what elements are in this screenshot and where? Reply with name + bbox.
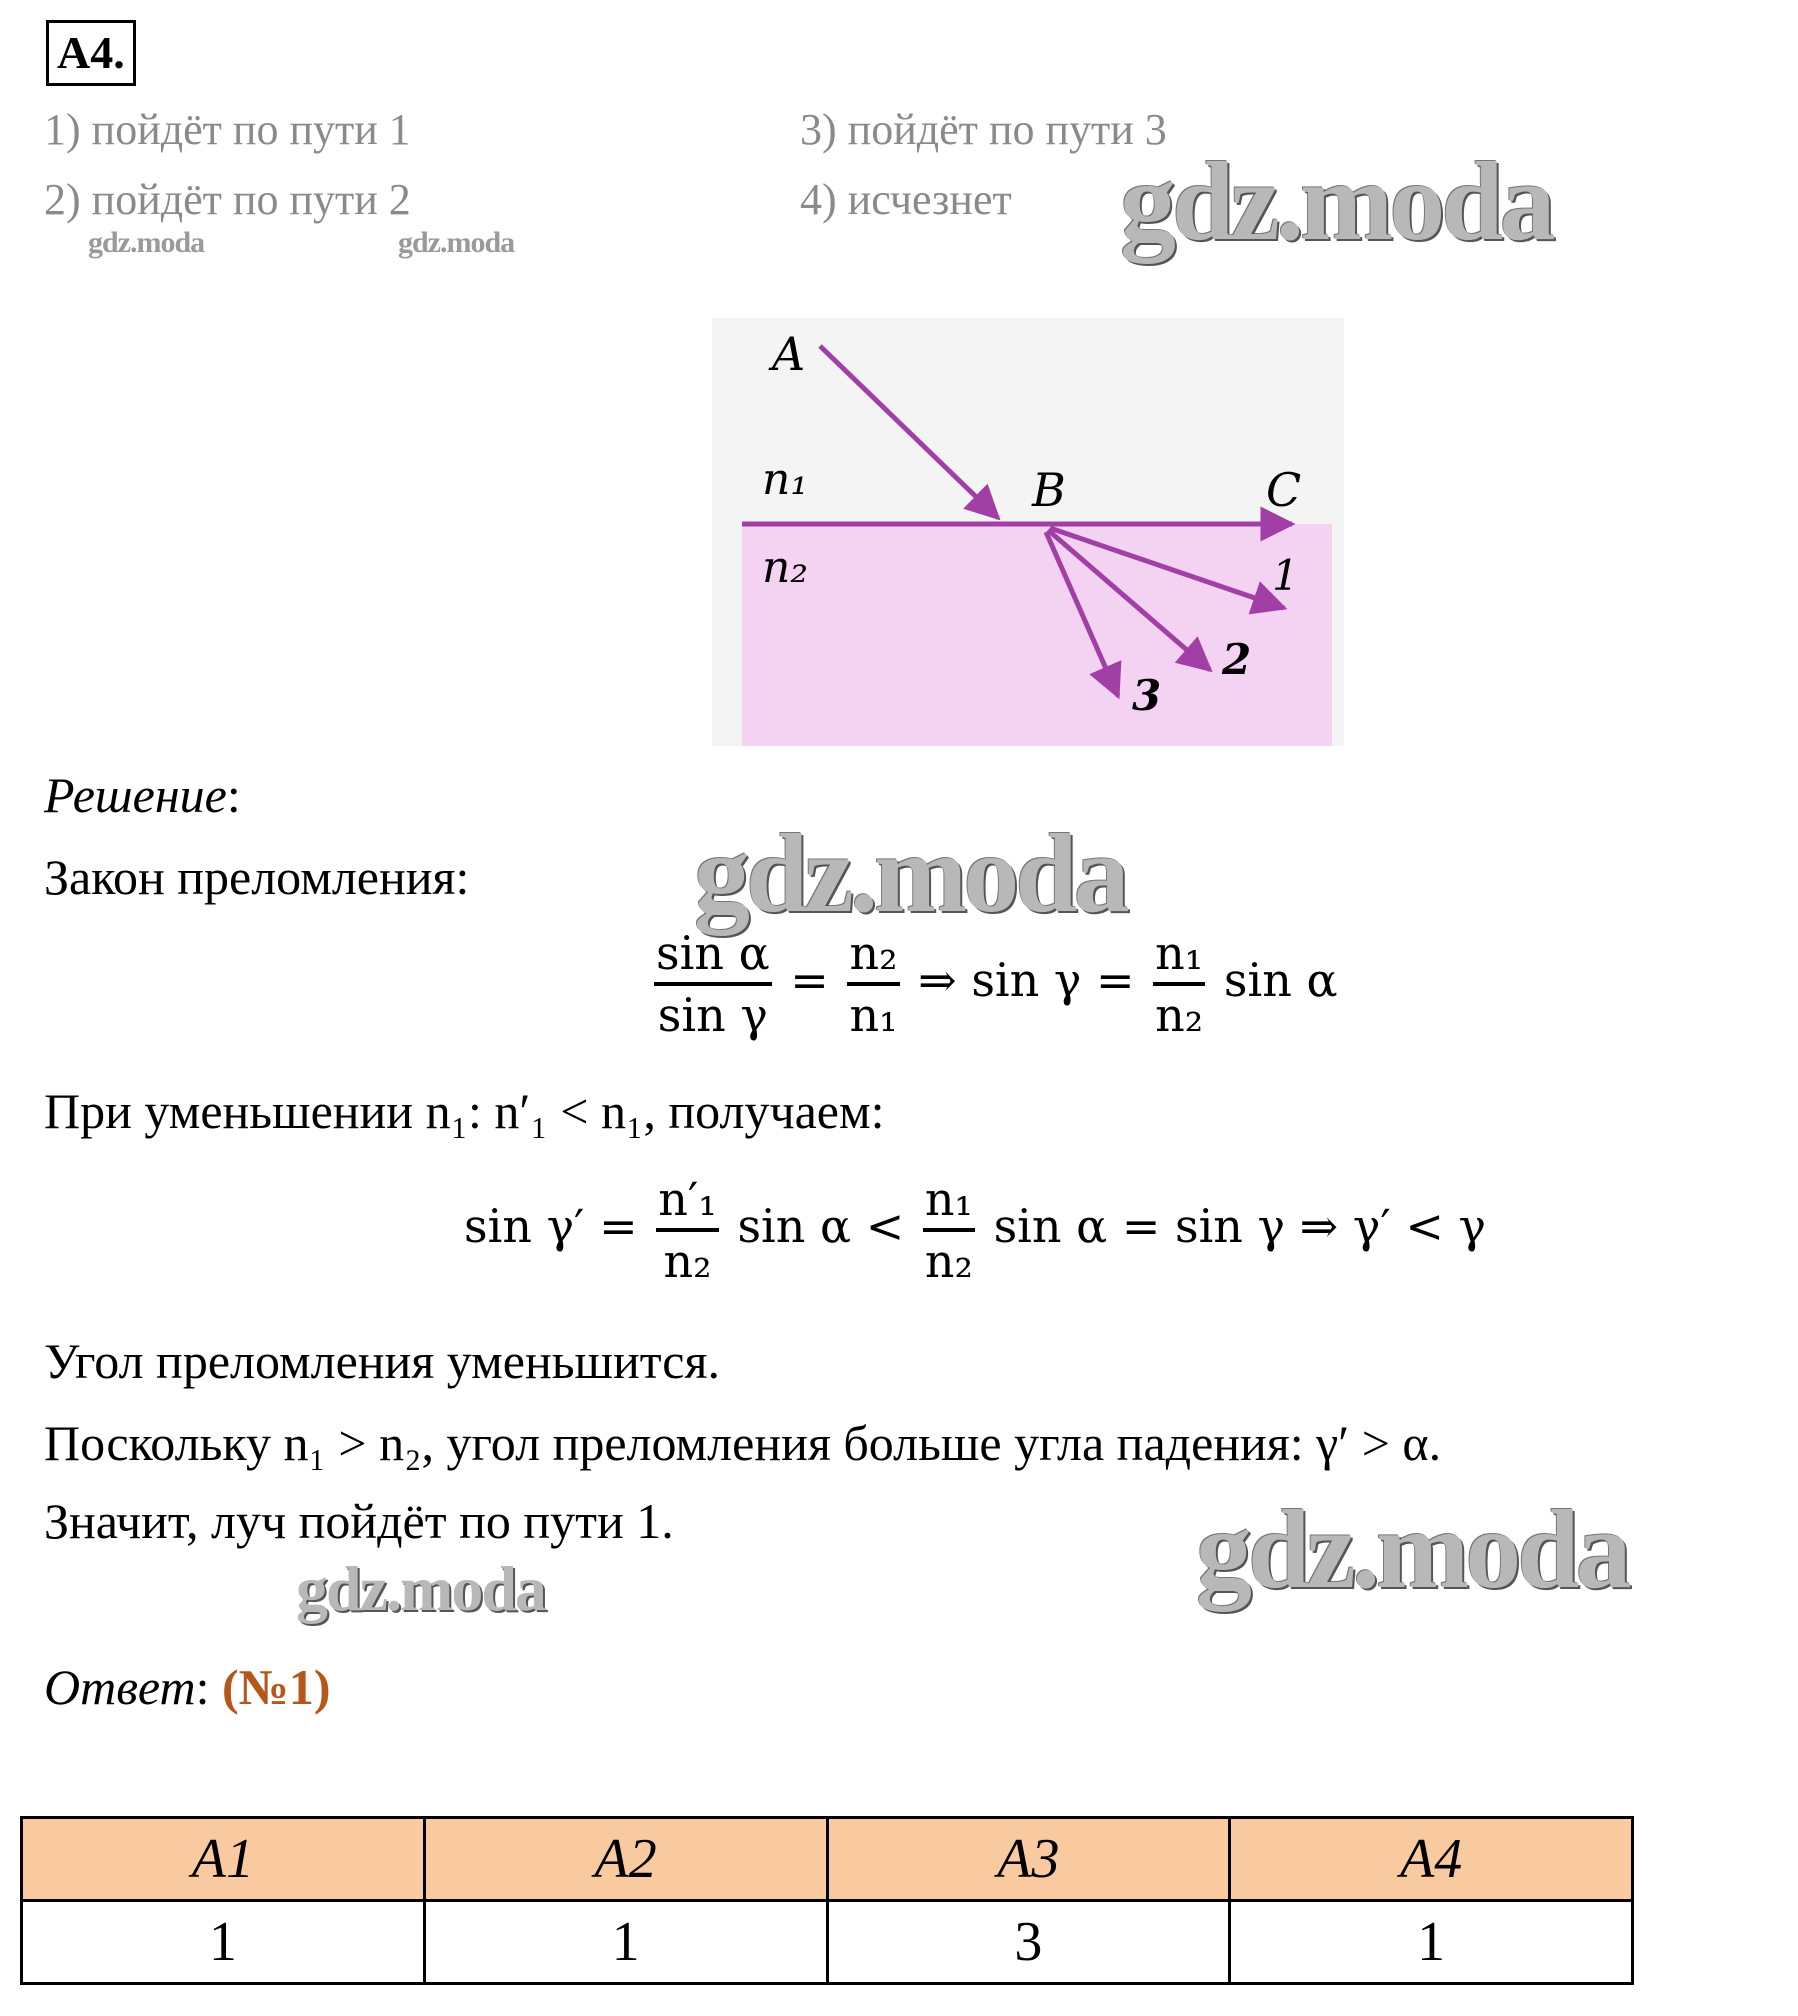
fraction-n-ratio bbox=[1153, 924, 1205, 1044]
decrease-statement: При уменьшении n₁: n′₁ < n₁, получаем: bbox=[44, 1083, 885, 1139]
table-cell: 1 bbox=[424, 1901, 827, 1984]
refraction-diagram bbox=[712, 318, 1344, 746]
sin-gamma-prime: sin γ′ = bbox=[464, 1199, 638, 1253]
equation-snell-law bbox=[650, 924, 1338, 1044]
label-n2: n₂ bbox=[762, 542, 808, 593]
conclusion-path: Значит, луч пойдёт по пути 1. bbox=[44, 1493, 674, 1549]
solution-heading: Решение: bbox=[44, 767, 241, 823]
sin-alpha: sin α bbox=[1223, 953, 1338, 1007]
watermark: gdz.moda bbox=[88, 226, 205, 259]
option-3: 3) пойдёт по пути 3 bbox=[800, 105, 1167, 154]
frac-denominator: n₂ bbox=[1155, 988, 1204, 1042]
equation-comparison bbox=[464, 1170, 1486, 1290]
frac-denominator: n₂ bbox=[663, 1234, 712, 1288]
table-header-cell: A1 bbox=[22, 1818, 425, 1901]
conclusion-comparison: Поскольку n₁ > n₂, угол преломления больше угла падения: γ′ > α. bbox=[44, 1415, 1442, 1471]
frac-denominator: n₂ bbox=[924, 1234, 973, 1288]
table-cell: 1 bbox=[22, 1901, 425, 1984]
watermark: gdz.moda bbox=[1196, 1488, 1628, 1612]
law-label: Закон преломления: bbox=[44, 849, 470, 905]
fraction-n bbox=[847, 924, 899, 1044]
table-header-cell: A4 bbox=[1230, 1818, 1633, 1901]
watermark: gdz.moda bbox=[296, 1553, 545, 1624]
option-4: 4) исчезнет bbox=[800, 175, 1012, 224]
implies-sign: ⇒ bbox=[918, 953, 957, 1007]
frac-numerator: n₁ bbox=[1153, 924, 1205, 986]
watermark: gdz.moda bbox=[398, 226, 515, 259]
label-n1: n₁ bbox=[762, 454, 808, 505]
sin-alpha-less: sin α < bbox=[737, 1199, 905, 1253]
table-row bbox=[22, 1901, 1633, 1984]
label-b: B bbox=[1032, 463, 1066, 517]
label-path-3: 3 bbox=[1132, 671, 1162, 720]
frac-numerator: n′₁ bbox=[656, 1170, 719, 1232]
table-header-row bbox=[22, 1818, 1633, 1901]
frac-numerator: n₁ bbox=[923, 1170, 975, 1232]
fraction-n1prime bbox=[656, 1170, 719, 1290]
solution-heading-text: Решение bbox=[44, 767, 227, 823]
watermark: gdz.moda bbox=[694, 812, 1126, 936]
fraction-sin bbox=[654, 924, 772, 1044]
question-label: A4. bbox=[46, 20, 136, 86]
watermark: gdz.moda bbox=[1120, 140, 1552, 264]
answer-value: (№1) bbox=[221, 1659, 331, 1715]
table-header-cell: A3 bbox=[827, 1818, 1230, 1901]
conclusion-angle-decrease: Угол преломления уменьшится. bbox=[44, 1333, 720, 1389]
table-cell: 3 bbox=[827, 1901, 1230, 1984]
frac-denominator: n₁ bbox=[849, 988, 898, 1042]
label-path-2: 2 bbox=[1222, 635, 1252, 684]
option-2: 2) пойдёт по пути 2 bbox=[44, 175, 411, 224]
equation-tail: sin α = sin γ ⇒ γ′ < γ bbox=[993, 1199, 1487, 1253]
answer-line: Ответ: (№1) bbox=[44, 1659, 331, 1715]
sin-gamma-eq: sin γ = bbox=[971, 953, 1135, 1007]
fraction-n1 bbox=[923, 1170, 975, 1290]
label-c: C bbox=[1266, 463, 1302, 517]
table-cell: 1 bbox=[1230, 1901, 1633, 1984]
frac-denominator: sin γ bbox=[657, 988, 768, 1042]
frac-numerator: n₂ bbox=[847, 924, 899, 986]
answer-label: Ответ bbox=[44, 1659, 196, 1715]
table-header-cell: A2 bbox=[424, 1818, 827, 1901]
equals-sign: = bbox=[790, 953, 829, 1007]
frac-numerator: sin α bbox=[654, 924, 772, 986]
option-1: 1) пойдёт по пути 1 bbox=[44, 105, 411, 154]
answers-table bbox=[20, 1816, 1634, 1985]
label-a: A bbox=[772, 327, 806, 381]
label-path-1: 1 bbox=[1272, 551, 1299, 600]
